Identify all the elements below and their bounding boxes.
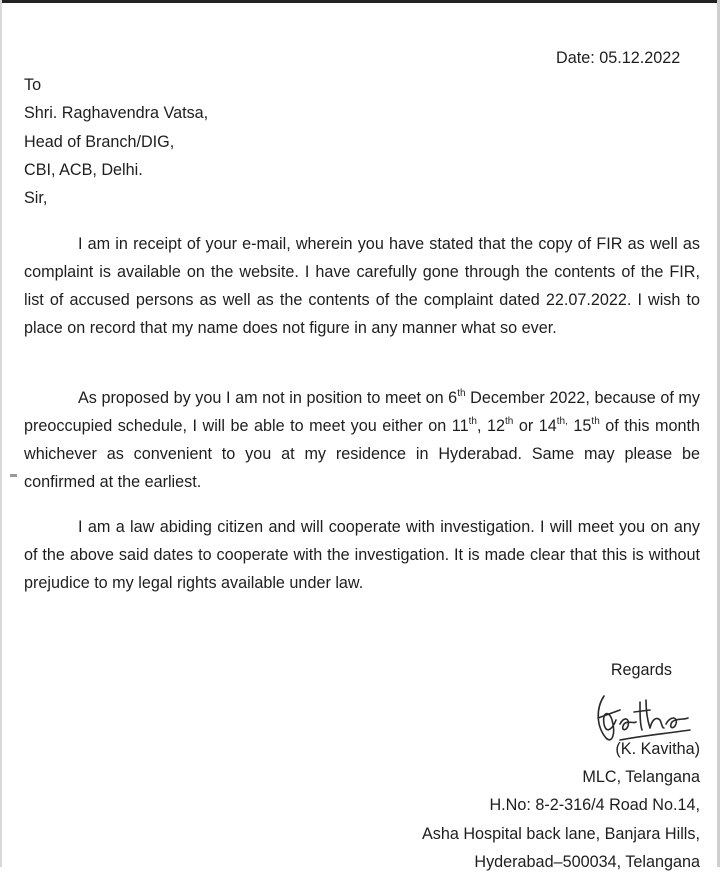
- recipient-name: Shri. Raghavendra Vatsa,: [24, 104, 209, 122]
- top-border: [0, 0, 720, 3]
- sender-address-line-2: Asha Hospital back lane, Banjara Hills,: [421, 825, 700, 843]
- closing-regards: Regards: [610, 661, 672, 679]
- recipient-designation: Head of Branch/DIG,: [24, 133, 175, 151]
- sender-title: MLC, Telangana: [582, 768, 700, 786]
- paragraph-meeting: As proposed by you I am not in position to meet on 6th December 2022, because of my preoccupied schedule, I will be able to meet you either on 11th, 12th or $14^{th,}$ 15th of this month whichever as convenient to you at my residence in Hyderabad. Same may please be confirmed at the earliest.: [24, 388, 700, 491]
- salutation: Sir,: [24, 189, 48, 207]
- paragraph-receipt: I am in receipt of your e-mail, wherein you have stated that the copy of FIR as well as complaint is available on the website. I have carefully gone through the contents of the FIR, list of accused persons as well as the contents of the complaint dated 22.07.2022. I wish to place on record that my name does not figure in any manner what so ever.: [24, 235, 700, 337]
- to-label: To: [24, 76, 42, 94]
- paragraph-cooperation: I am a law abiding citizen and will cooperate with investigation. I will meet you on any of the above said dates to cooperate with the investigation. It is made clear that this is without prejudice to my legal rights available under law.: [24, 518, 700, 592]
- recipient-office: CBI, ACB, Delhi.: [24, 161, 143, 179]
- sender-address-line-1: H.No: 8-2-316/4 Road No.14,: [489, 796, 700, 814]
- sender-name: (K. Kavitha): [615, 740, 700, 758]
- letter-date: Date: 05.12.2022: [556, 49, 681, 67]
- sender-address-line-3: Hyderabad–500034, Telangana: [474, 853, 700, 871]
- scan-mark: [10, 474, 17, 477]
- left-scan-edge: [0, 0, 2, 867]
